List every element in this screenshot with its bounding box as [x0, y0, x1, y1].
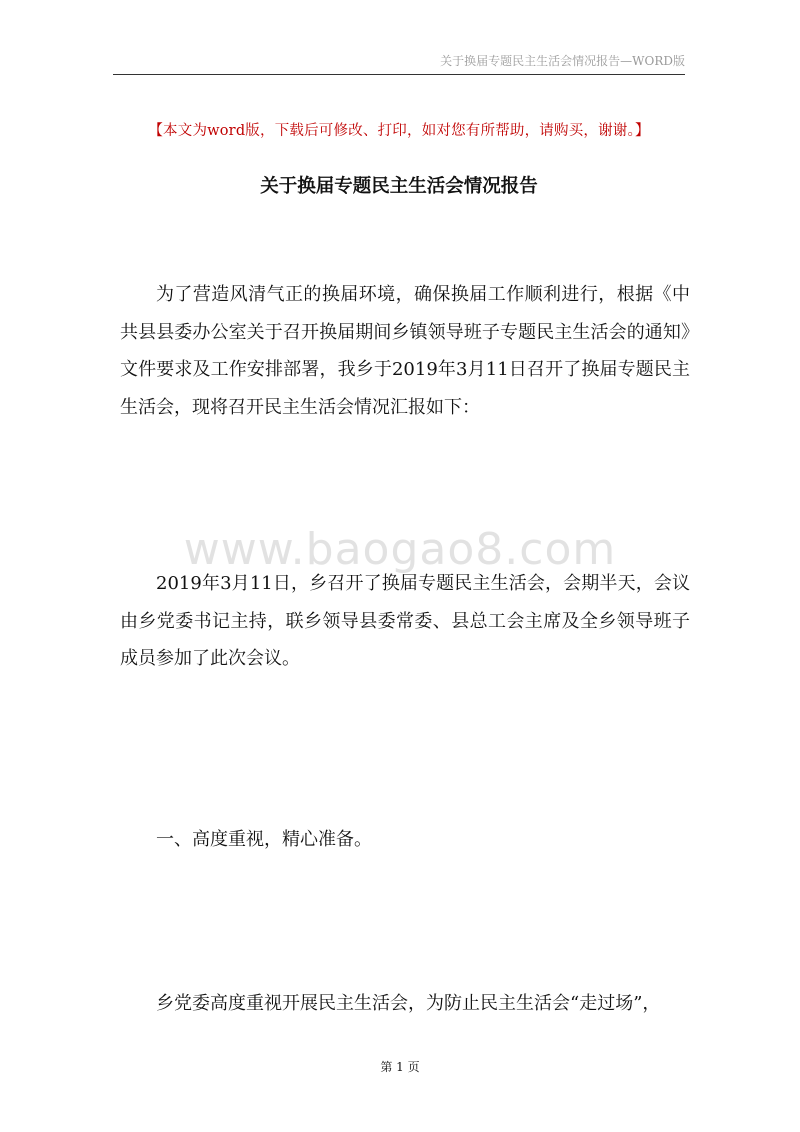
watermark: www.baogao8.com — [183, 524, 617, 575]
purchase-notice: 【本文为word版，下载后可修改、打印，如对您有所帮助，请购买，谢谢。】 — [148, 123, 650, 139]
paragraph-section-1: 乡党委高度重视开展民主生活会，为防止民主生活会“走过场”， — [156, 993, 661, 1014]
page-number: 第 1 页 — [380, 1060, 420, 1074]
document-title: 关于换届专题民主生活会情况报告 — [260, 176, 538, 197]
paragraph-intro: 为了营造风清气正的换届环境，确保换届工作顺利进行，根据《中共县县委办公室关于召开换届期间乡镇领导班子专题民主生活会的通知》文件要求及工作安排部署，我乡于2019年3月11日召开了换届专题民主生活会，现将召开民主生活会情况汇报如下： — [120, 284, 690, 418]
section-heading-1: 一、高度重视，精心准备。 — [156, 829, 372, 850]
running-header: 关于换届专题民主生活会情况报告—WORD版 — [113, 52, 685, 75]
paragraph-meeting: 2019年3月11日，乡召开了换届专题民主生活会，会期半天，会议由乡党委书记主持，联乡领导县委常委、县总工会主席及全乡领导班子成员参加了此次会议。 — [120, 573, 690, 669]
